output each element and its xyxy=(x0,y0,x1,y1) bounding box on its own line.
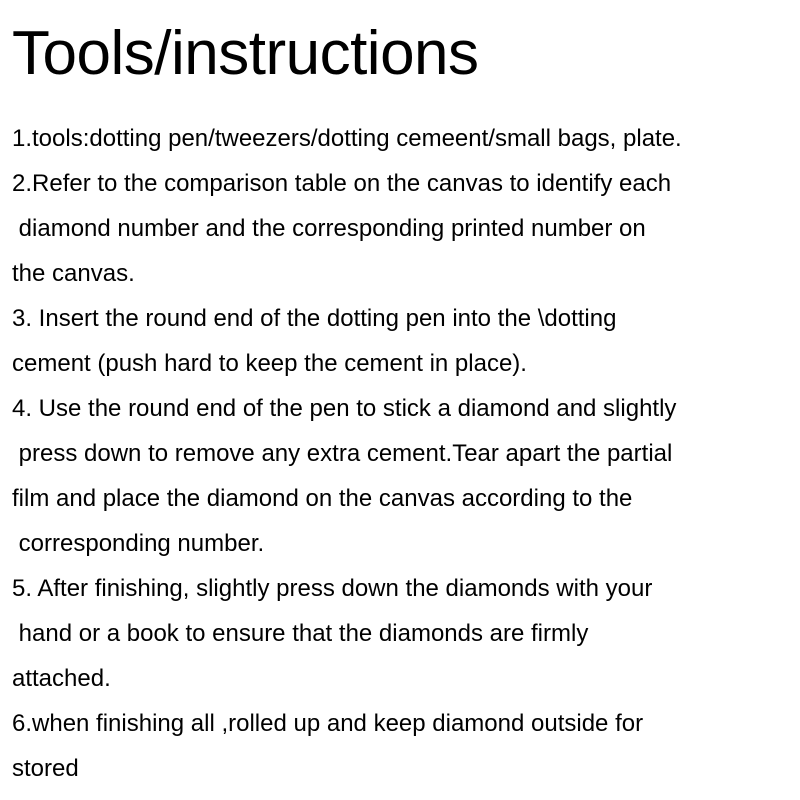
instruction-line: attached. xyxy=(12,665,111,692)
instruction-line: 2.Refer to the comparison table on the canvas to identify each xyxy=(12,170,672,197)
instruction-line: film and place the diamond on the canvas according to the xyxy=(12,485,633,512)
instruction-line: 5. After finishing, slightly press down the diamonds with your xyxy=(12,575,653,602)
instruction-line: hand or a book to ensure that the diamonds are firmly xyxy=(12,620,589,647)
page-title: Tools/instructions xyxy=(12,19,479,88)
instruction-line: corresponding number. xyxy=(12,530,265,557)
instruction-line: diamond number and the corresponding printed number on xyxy=(12,215,646,242)
instruction-line: 1.tools:dotting pen/tweezers/dotting cemeent/small bags, plate. xyxy=(12,125,682,152)
instruction-line: 4. Use the round end of the pen to stick a diamond and slightly xyxy=(12,395,677,422)
instruction-line: press down to remove any extra cement.Tear apart the partial xyxy=(12,440,673,467)
instructions-body xyxy=(12,116,798,791)
instruction-line: the canvas. xyxy=(12,260,135,287)
instruction-line: cement (push hard to keep the cement in place). xyxy=(12,350,527,377)
instruction-line: stored xyxy=(12,755,79,782)
instruction-line: 6.when finishing all ,rolled up and keep diamond outside for xyxy=(12,710,644,737)
instruction-line: 3. Insert the round end of the dotting pen into the \dotting xyxy=(12,305,617,332)
